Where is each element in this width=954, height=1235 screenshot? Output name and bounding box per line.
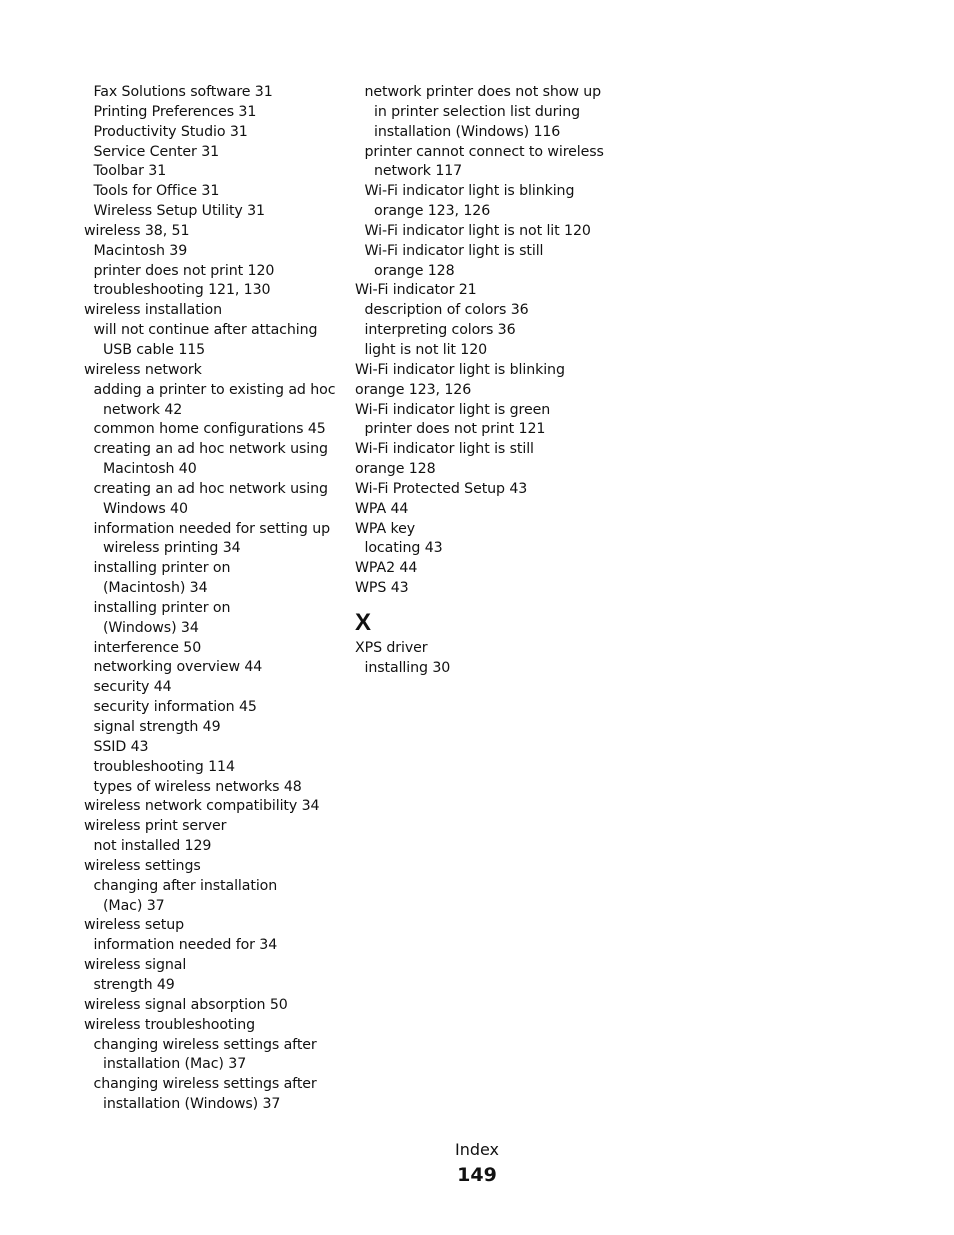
index-subentry: installing 30: [364, 659, 451, 676]
index-entry: wireless signal: [84, 957, 187, 974]
index-subentry: Wi-Fi indicator light is blinking: [364, 183, 575, 200]
index-entry: wireless 38, 51: [84, 222, 190, 239]
index-subentry: strength 49: [93, 976, 175, 993]
index-entry: wireless installation: [84, 302, 222, 319]
index-entry: Wi-Fi indicator light is blinking: [355, 361, 565, 378]
index-subentry: Wireless Setup Utility 31: [93, 203, 265, 220]
index-subentry: creating an ad hoc network using: [93, 480, 328, 497]
index-entry: WPA key: [355, 520, 416, 537]
index-subentry: Wi-Fi indicator light is still: [364, 242, 544, 259]
index-subentry: troubleshooting 114: [93, 758, 235, 775]
index-subentry: installation (Windows) 37: [103, 1096, 281, 1113]
index-subentry: Toolbar 31: [93, 163, 167, 180]
index-subentry: information needed for 34: [93, 937, 278, 954]
index-subentry: Printing Preferences 31: [93, 103, 257, 120]
index-subentry: troubleshooting 121, 130: [93, 282, 271, 299]
index-subentry: orange 128: [374, 262, 455, 279]
index-subentry: network printer does not show up: [364, 84, 602, 100]
index-letter-heading: X: [355, 608, 372, 636]
index-column-left: [84, 83, 354, 1115]
index-subentry: adding a printer to existing ad hoc: [93, 381, 336, 398]
index-entry: wireless network compatibility 34: [84, 798, 320, 815]
index-entry: Wi-Fi indicator light is still: [355, 441, 534, 458]
index-subentry: (Macintosh) 34: [103, 580, 208, 597]
index-subentry: USB cable 115: [103, 341, 206, 358]
page-footer: [0, 1139, 954, 1189]
index-subentry: Windows 40: [103, 500, 188, 517]
index-subentry: changing wireless settings after: [93, 1076, 317, 1093]
index-subentry: network 42: [103, 401, 183, 418]
index-entry: WPA2 44: [355, 560, 418, 577]
index-subentry: security 44: [93, 679, 172, 696]
index-subentry: Fax Solutions software 31: [93, 84, 273, 100]
index-subentry: installation (Windows) 116: [374, 123, 561, 140]
index-entry: WPS 43: [355, 580, 409, 597]
index-subentry: creating an ad hoc network using: [93, 441, 328, 458]
footer-section-name: Index: [454, 1140, 500, 1159]
index-subentry: (Mac) 37: [103, 897, 165, 914]
index-subentry: Macintosh 39: [93, 242, 188, 259]
index-subentry: changing after installation: [93, 877, 278, 894]
index-subentry: networking overview 44: [93, 659, 263, 676]
index-entry: wireless settings: [84, 857, 201, 874]
index-subentry: installing printer on: [93, 560, 231, 577]
index-subentry: types of wireless networks 48: [93, 778, 302, 795]
index-subentry: description of colors 36: [364, 302, 529, 319]
index-entry: wireless signal absorption 50: [84, 996, 288, 1013]
index-subentry: not installed 129: [93, 838, 212, 855]
index-entry: Wi-Fi indicator light is green: [355, 401, 551, 418]
index-subentry: locating 43: [364, 540, 443, 557]
index-subentry: installation (Mac) 37: [103, 1056, 247, 1073]
index-entry: WPA 44: [355, 500, 409, 517]
index-subentry: orange 123, 126: [374, 203, 491, 220]
index-subentry: Productivity Studio 31: [93, 123, 248, 140]
index-entry: wireless network: [84, 361, 202, 378]
index-subentry: will not continue after attaching: [93, 322, 318, 339]
index-subentry: Tools for Office 31: [93, 183, 220, 200]
index-subentry: interpreting colors 36: [364, 322, 516, 339]
index-subentry: wireless printing 34: [103, 540, 241, 557]
index-subentry: security information 45: [93, 699, 257, 716]
index-subentry: SSID 43: [93, 738, 149, 755]
index-subentry: Service Center 31: [93, 143, 220, 160]
index-subentry: printer cannot connect to wireless: [364, 143, 604, 160]
index-subentry: interference 50: [93, 639, 202, 656]
index-entry: Wi-Fi Protected Setup 43: [355, 480, 528, 497]
index-subentry: in printer selection list during: [374, 103, 581, 120]
index-subentry: light is not lit 120: [364, 341, 488, 358]
index-entry: orange 128: [355, 461, 436, 478]
index-subentry: Wi-Fi indicator light is not lit 120: [364, 222, 591, 239]
index-entry: wireless troubleshooting: [84, 1016, 256, 1033]
index-subentry: common home configurations 45: [93, 421, 326, 438]
index-column-right: [355, 83, 625, 679]
index-subentry: changing wireless settings after: [93, 1036, 317, 1053]
index-subentry: signal strength 49: [93, 719, 221, 735]
page-number: 149: [457, 1164, 497, 1186]
index-entry: wireless print server: [84, 818, 227, 835]
index-subentry: (Windows) 34: [103, 619, 199, 636]
index-subentry: network 117: [374, 163, 463, 180]
index-subentry: printer does not print 121: [364, 421, 546, 438]
index-entry: XPS driver: [355, 639, 428, 656]
index-entry: Wi-Fi indicator 21: [355, 282, 477, 299]
index-subentry: information needed for setting up: [93, 520, 331, 537]
index-subentry: printer does not print 120: [93, 262, 275, 279]
index-entry: orange 123, 126: [355, 381, 472, 398]
index-subentry: installing printer on: [93, 599, 231, 616]
index-entry: wireless setup: [84, 917, 185, 934]
index-subentry: Macintosh 40: [103, 461, 197, 478]
